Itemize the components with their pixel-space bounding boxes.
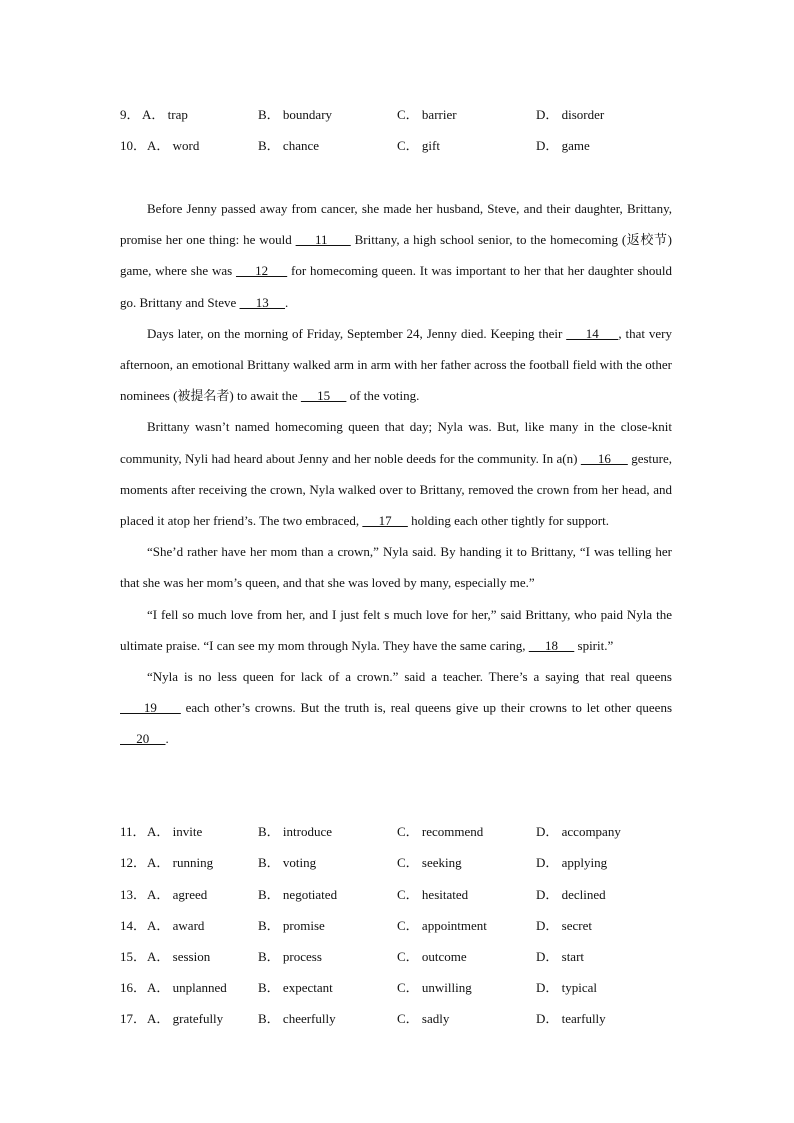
question-12 [120,852,680,872]
option-b: B． expectant [258,980,333,995]
option-a: A． gratefully [147,1011,224,1026]
question-14 [120,915,680,935]
option-b: B． process [258,949,322,964]
blank-14: 14 [566,325,619,341]
blank-20: 20 [120,731,166,747]
option-c: C． seeking [397,855,462,870]
option-d: D． tearfully [536,1011,606,1026]
option-b: B． cheerfully [258,1011,336,1026]
question-number: 12． [120,855,147,870]
text: each other’s crowns. But the truth is, real queens give up their crowns to let other queens [180,700,673,716]
option-a: A． trap [142,107,188,122]
option-a: A． running [147,855,214,870]
blank-12: 12 [235,263,288,279]
option-a: A． invite [147,824,203,839]
question-10 [120,135,680,155]
option-a: A． award [147,918,205,933]
paragraph-2 [120,318,672,412]
question-number: 10． [120,138,147,153]
option-d: D． secret [536,918,592,933]
question-16 [120,977,680,997]
option-a: A． word [147,138,200,153]
text: Days later, on the morning of Friday, September 24, Jenny died. Keeping their [147,325,567,341]
paragraph-1 [120,193,672,318]
paragraph-3 [120,411,672,536]
paragraph-6 [120,661,672,755]
option-c: C． outcome [397,949,467,964]
option-d: D． disorder [536,107,605,122]
paragraph-5 [120,599,672,661]
question-13 [120,884,680,904]
question-15 [120,946,680,966]
paragraph-4: “She’d rather have her mom than a crown,” Nyla said. By handing it to Brittany, “I was telling her that she was her mom’s queen, and that she was loved by many, especially me.” [120,544,672,591]
text: spirit.” [574,637,614,653]
option-a: A． session [147,949,211,964]
option-c: C． appointment [397,918,487,933]
text: for homecoming queen. It was important to her that her daughter should go. Brittany and Steve [120,263,673,310]
text: Brittany wasn’t named homecoming queen that day; Nyla was. But, like many in the close-knit community, Nyli had heard about Jenny and her noble deeds for the community. In a(n) [120,419,672,466]
option-c: C． sadly [397,1011,450,1026]
blank-18: 18 [528,637,575,653]
question-number: 16． [120,980,147,995]
option-a: A． unplanned [147,980,227,995]
option-c: C． unwilling [397,980,472,995]
text: “I fell so much love from her, and I just felt s much love for her,” said Brittany, who paid Nyla the ultimate praise. “I can see my mom through Nyla. They have the same caring, [120,606,672,653]
text: Before Jenny passed away from cancer, she made her husband, Steve, and their daughter, Brittany, promise her one thing: he would [120,201,672,248]
question-number: 11． [120,824,146,839]
question-9 [120,104,680,124]
option-b: B． promise [258,918,325,933]
blank-13: 13 [239,294,286,310]
blank-15: 15 [300,388,347,404]
option-c: C． hesitated [397,887,469,902]
text: holding each other tightly for support. [407,513,609,529]
text: . [285,294,289,310]
question-number: 9． [120,107,140,122]
option-c: C． barrier [397,107,457,122]
reading-passage [120,193,672,755]
option-c: C． gift [397,138,440,153]
blank-16: 16 [580,450,628,466]
option-d: D． accompany [536,824,621,839]
question-11 [120,821,680,841]
option-b: B． boundary [258,107,333,122]
option-b: B． introduce [258,824,333,839]
option-d: D． start [536,949,585,964]
blank-17: 17 [362,513,408,529]
blank-19: 19 [120,700,181,716]
text: of the voting. [346,388,420,404]
option-d: D． declined [536,887,606,902]
text: . [165,731,169,747]
blank-11: 11 [295,232,351,248]
question-number: 17． [120,1011,147,1026]
text: “Nyla is no less queen for lack of a crown.” said a teacher. There’s a saying that real queens [147,669,672,685]
text: Brittany, a high school senior, to the homecoming (返校节) game, where she was [120,232,672,279]
option-d: D． applying [536,855,608,870]
question-number: 14． [120,918,147,933]
option-d: D． game [536,138,590,153]
text: , that very afternoon, an emotional Brittany walked arm in arm with her father across the football field with the other nominees (被提名者) to await the [120,325,672,404]
question-number: 13． [120,887,147,902]
option-c: C． recommend [397,824,484,839]
option-b: B． negotiated [258,887,338,902]
question-number: 15． [120,949,147,964]
text: gesture, moments after receiving the crown, Nyla walked over to Brittany, removed the crown from her head, and placed it atop her friend’s. The two embraced, [120,450,673,529]
option-d: D． typical [536,980,598,995]
option-a: A． agreed [147,887,208,902]
option-b: B． voting [258,855,317,870]
option-b: B． chance [258,138,320,153]
question-17 [120,1008,680,1028]
